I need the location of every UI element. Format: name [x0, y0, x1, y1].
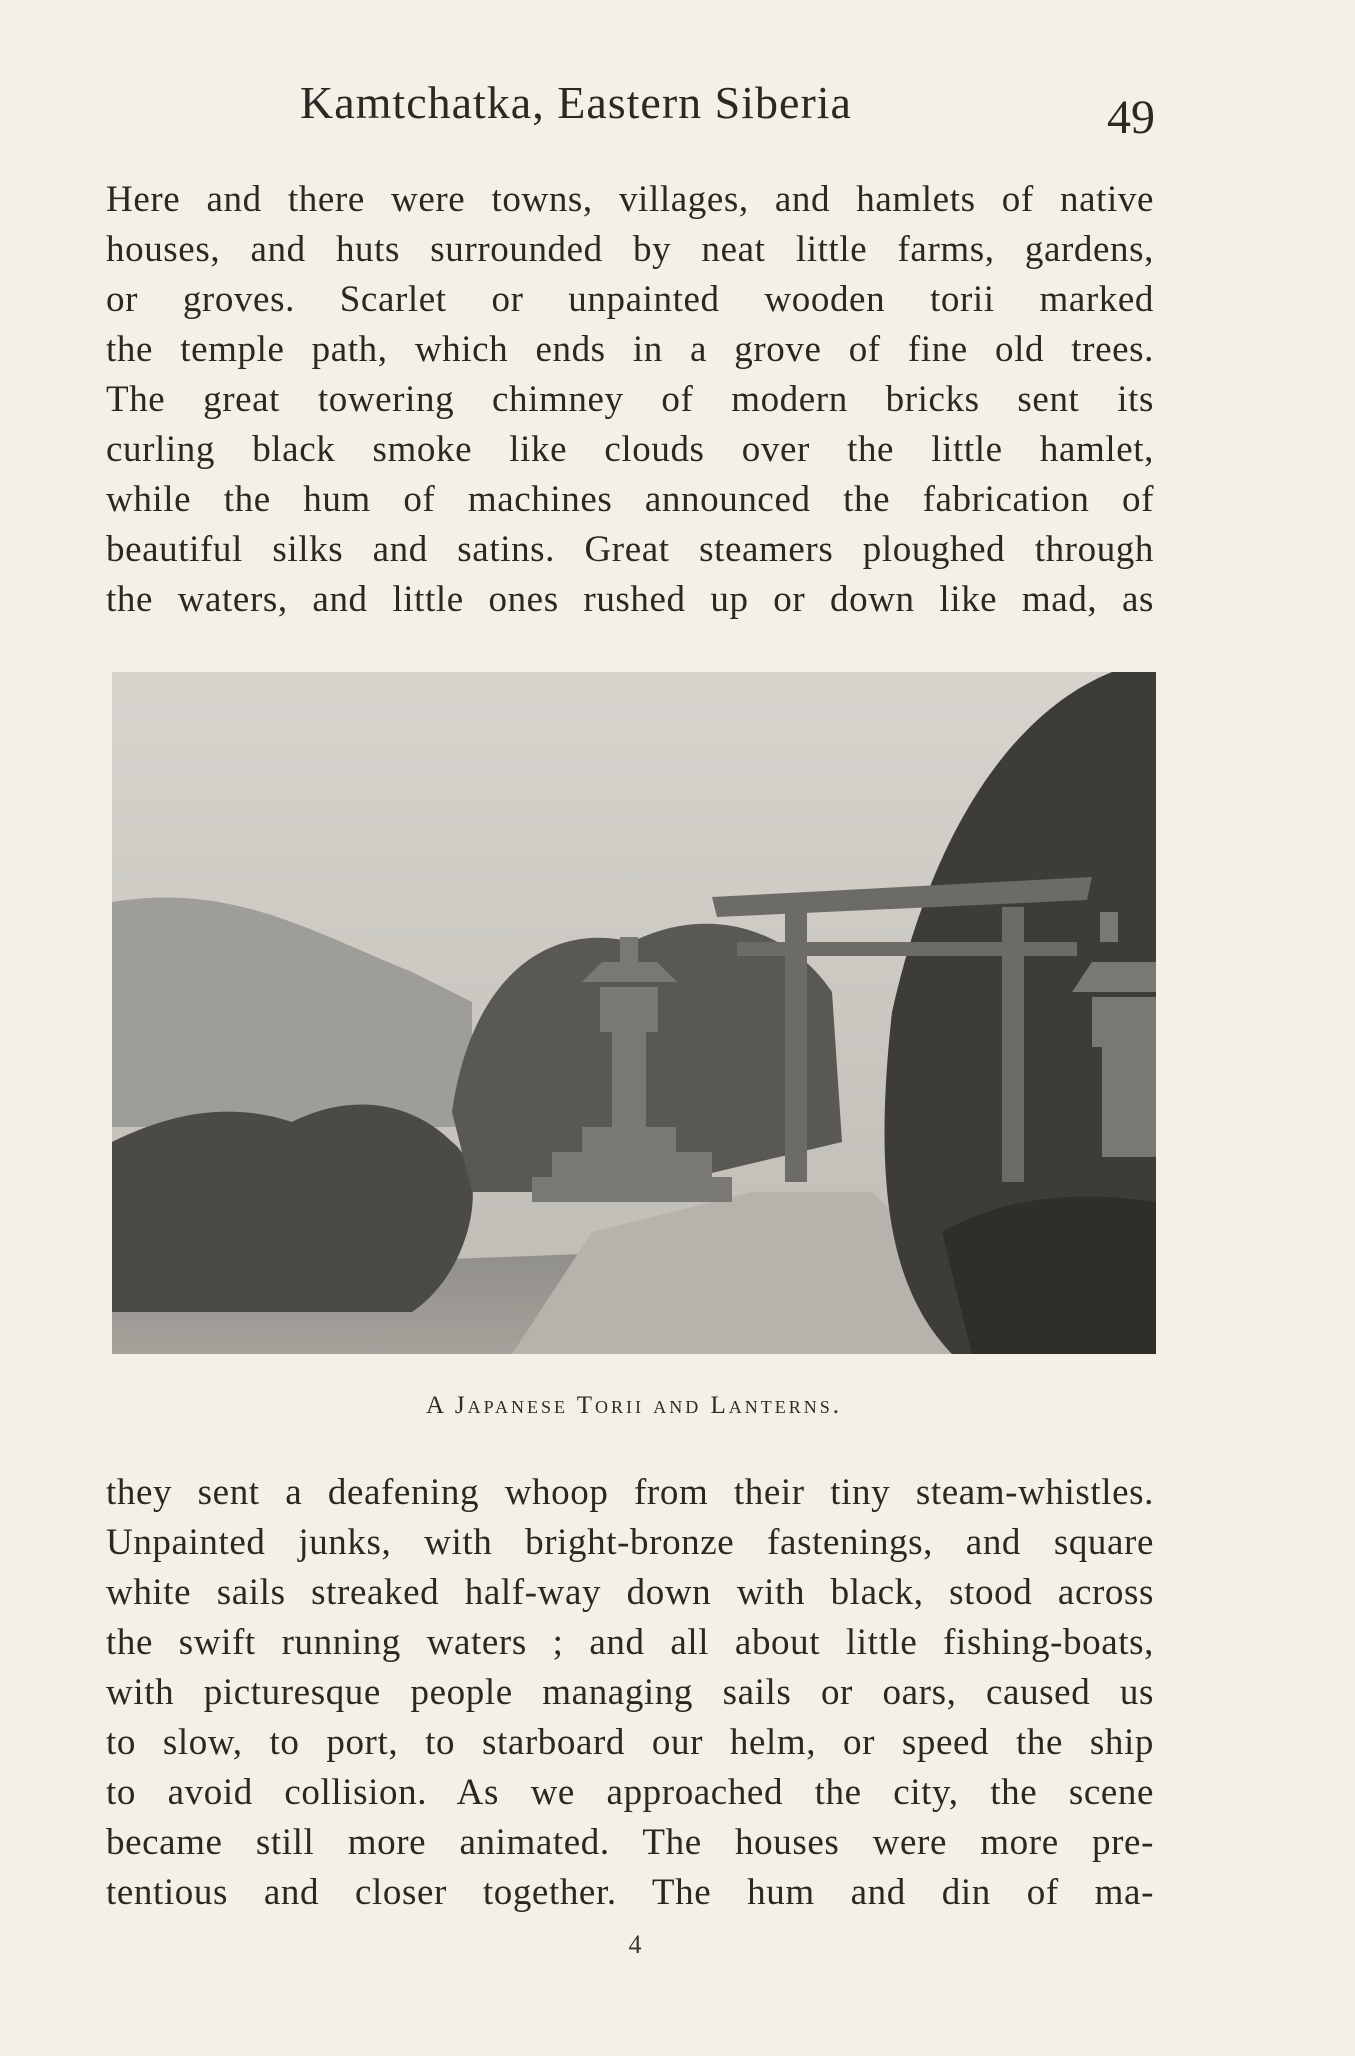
- text-line: Unpainted junks, with bright-bronze fastenings, and square: [106, 1522, 1154, 1563]
- signature-mark: 4: [628, 1930, 642, 1959]
- text-line: houses, and huts surrounded by neat little farms, gardens,: [106, 229, 1154, 270]
- text-line: became still more animated. The houses were more pre-: [106, 1822, 1154, 1863]
- text-line: or groves. Scarlet or unpainted wooden torii marked: [106, 279, 1154, 320]
- text-line: to slow, to port, to starboard our helm, or speed the ship: [106, 1722, 1154, 1763]
- left-shrubs: [112, 1105, 473, 1312]
- text-line: beautiful silks and satins. Great steamers ploughed through: [106, 529, 1154, 570]
- right-foreground-bushes: [942, 1196, 1156, 1354]
- text-line: the temple path, which ends in a grove of fine old trees.: [106, 329, 1154, 370]
- text-line: curling black smoke like clouds over the little hamlet,: [106, 429, 1154, 470]
- text-line: the swift running waters ; and all about little fishing-boats,: [106, 1622, 1154, 1663]
- photo-plate-torii-lanterns: [112, 672, 1156, 1354]
- figure-caption: A Japanese Torii and Lanterns.: [425, 1392, 843, 1419]
- text-line: The great towering chimney of modern bricks sent its: [106, 379, 1154, 420]
- text-line: to avoid collision. As we approached the city, the scene: [106, 1772, 1154, 1813]
- text-line: with picturesque people managing sails or oars, caused us: [106, 1672, 1154, 1713]
- text-line: while the hum of machines announced the fabrication of: [106, 479, 1154, 520]
- text-line: white sails streaked half-way down with black, stood across: [106, 1572, 1154, 1613]
- text-line: tentious and closer together. The hum and din of ma-: [106, 1872, 1154, 1913]
- paragraph-before-figure: [106, 175, 1154, 625]
- photograph: [112, 672, 1156, 1354]
- text-line: Here and there were towns, villages, and hamlets of native: [106, 179, 1154, 220]
- text-line: they sent a deafening whoop from their tiny steam-whistles.: [106, 1472, 1154, 1513]
- paragraph-after-figure: [106, 1468, 1154, 1918]
- running-title: Kamtchatka, Eastern Siberia: [300, 77, 852, 128]
- page-number: 49: [1107, 91, 1155, 144]
- text-line: the waters, and little ones rushed up or down like mad, as: [106, 579, 1154, 620]
